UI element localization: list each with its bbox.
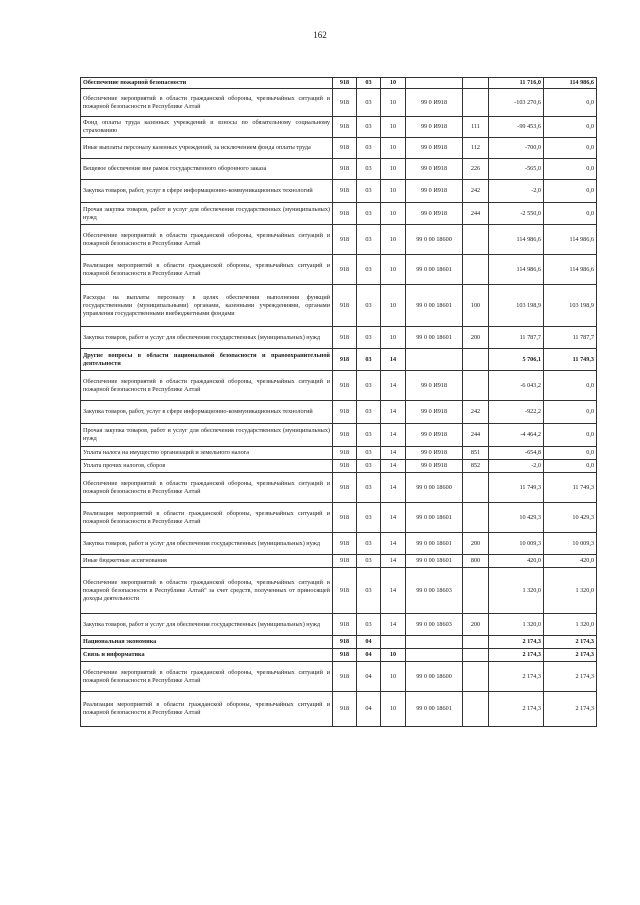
amount-total-cell: 0,0 xyxy=(544,424,597,447)
amount-change-cell: -2,0 xyxy=(489,460,544,473)
expense-type-cell: 200 xyxy=(463,614,489,636)
amount-total-cell: 0,0 xyxy=(544,180,597,203)
table-row xyxy=(81,78,597,89)
subsection-code-cell: 14 xyxy=(381,401,406,424)
subsection-code-cell: 14 xyxy=(381,447,406,460)
target-article-cell: 99 0 00 18601 xyxy=(406,533,463,555)
row-name-cell: Фонд оплаты труда казенных учреждений и взносы по обязательному социальному страхованию xyxy=(81,117,333,138)
row-name-cell: Уплата прочих налогов, сборов xyxy=(81,460,333,473)
amount-total-cell: 1 320,0 xyxy=(544,614,597,636)
subsection-code-cell: 14 xyxy=(381,460,406,473)
amount-total-cell: 114 986,6 xyxy=(544,78,597,89)
amount-change-cell: 11 716,0 xyxy=(489,78,544,89)
target-article-cell: 99 0 00 18603 xyxy=(406,568,463,614)
target-article-cell: 99 0 00 18601 xyxy=(406,327,463,349)
expense-type-cell: 851 xyxy=(463,447,489,460)
row-name-cell: Прочая закупка товаров, работ и услуг для обеспечения государственных (муниципальных) нужд xyxy=(81,203,333,225)
target-article-cell xyxy=(406,349,463,371)
table-row xyxy=(81,662,597,692)
row-name-cell: Связь и информатика xyxy=(81,649,333,662)
subsection-code-cell: 14 xyxy=(381,614,406,636)
subsection-code-cell: 10 xyxy=(381,225,406,255)
row-name-cell: Реализация мероприятий в области гражданской обороны, чрезвычайных ситуаций и пожарной безопасности в Республике Алтай xyxy=(81,692,333,727)
target-article-cell: 99 0 00 18600 xyxy=(406,662,463,692)
subsection-code-cell: 10 xyxy=(381,327,406,349)
table-row xyxy=(81,424,597,447)
amount-change-cell: 1 320,0 xyxy=(489,614,544,636)
expense-type-cell xyxy=(463,503,489,533)
expense-type-cell: 852 xyxy=(463,460,489,473)
target-article-cell xyxy=(406,78,463,89)
subsection-code-cell: 14 xyxy=(381,533,406,555)
row-name-cell: Национальная экономика xyxy=(81,636,333,649)
amount-change-cell: 1 320,0 xyxy=(489,568,544,614)
section-code-cell: 03 xyxy=(357,568,381,614)
admin-code-cell: 918 xyxy=(333,555,357,568)
page-number: 162 xyxy=(313,30,327,40)
admin-code-cell: 918 xyxy=(333,180,357,203)
section-code-cell: 03 xyxy=(357,424,381,447)
subsection-code-cell: 14 xyxy=(381,349,406,371)
amount-change-cell: 420,0 xyxy=(489,555,544,568)
target-article-cell: 99 0 И918 xyxy=(406,117,463,138)
admin-code-cell: 918 xyxy=(333,78,357,89)
admin-code-cell: 918 xyxy=(333,568,357,614)
admin-code-cell: 918 xyxy=(333,533,357,555)
row-name-cell: Иные выплаты персоналу казенных учреждений, за исключением фонда оплаты труда xyxy=(81,138,333,159)
section-code-cell: 03 xyxy=(357,203,381,225)
expense-type-cell: 244 xyxy=(463,424,489,447)
admin-code-cell: 918 xyxy=(333,203,357,225)
amount-total-cell: 11 749,3 xyxy=(544,349,597,371)
expense-type-cell xyxy=(463,89,489,117)
section-code-cell: 03 xyxy=(357,555,381,568)
amount-total-cell: 0,0 xyxy=(544,89,597,117)
row-name-cell: Обеспечение мероприятий в области гражданской обороны, чрезвычайных ситуаций и пожарной безопасности в Республике Алтай" за счет средств, полученных от приносящей доходы деятельности xyxy=(81,568,333,614)
amount-total-cell: 2 174,3 xyxy=(544,636,597,649)
row-name-cell: Обеспечение мероприятий в области гражданской обороны, чрезвычайных ситуаций и пожарной безопасности в Республике Алтай xyxy=(81,89,333,117)
section-code-cell: 03 xyxy=(357,78,381,89)
row-name-cell: Иные бюджетные ассигнования xyxy=(81,555,333,568)
table-row xyxy=(81,555,597,568)
table-row xyxy=(81,649,597,662)
row-name-cell: Уплата налога на имущество организаций и земельного налога xyxy=(81,447,333,460)
admin-code-cell: 918 xyxy=(333,447,357,460)
amount-total-cell: 0,0 xyxy=(544,460,597,473)
table-row xyxy=(81,225,597,255)
amount-total-cell: 11 749,3 xyxy=(544,473,597,503)
expense-type-cell: 226 xyxy=(463,159,489,180)
admin-code-cell: 918 xyxy=(333,285,357,327)
table-row xyxy=(81,447,597,460)
section-code-cell: 03 xyxy=(357,349,381,371)
amount-change-cell: -6 043,2 xyxy=(489,371,544,401)
row-name-cell: Вещевое обеспечение вне рамок государственного оборонного заказа xyxy=(81,159,333,180)
table-row xyxy=(81,180,597,203)
admin-code-cell: 918 xyxy=(333,349,357,371)
admin-code-cell: 918 xyxy=(333,649,357,662)
table-row xyxy=(81,327,597,349)
admin-code-cell: 918 xyxy=(333,636,357,649)
table-row xyxy=(81,159,597,180)
row-name-cell: Реализация мероприятий в области гражданской обороны, чрезвычайных ситуаций и пожарной безопасности в Республике Алтай xyxy=(81,255,333,285)
table-body xyxy=(81,78,597,727)
section-code-cell: 04 xyxy=(357,649,381,662)
table-row xyxy=(81,614,597,636)
admin-code-cell: 918 xyxy=(333,138,357,159)
admin-code-cell: 918 xyxy=(333,327,357,349)
expense-type-cell: 800 xyxy=(463,555,489,568)
expense-type-cell: 200 xyxy=(463,327,489,349)
table-row xyxy=(81,401,597,424)
amount-change-cell: -103 270,6 xyxy=(489,89,544,117)
admin-code-cell: 918 xyxy=(333,255,357,285)
amount-change-cell: 10 429,3 xyxy=(489,503,544,533)
amount-change-cell: -565,0 xyxy=(489,159,544,180)
amount-total-cell: 0,0 xyxy=(544,371,597,401)
admin-code-cell: 918 xyxy=(333,117,357,138)
amount-change-cell: 114 986,6 xyxy=(489,255,544,285)
amount-change-cell: 2 174,3 xyxy=(489,636,544,649)
section-code-cell: 03 xyxy=(357,180,381,203)
amount-change-cell: 11 749,3 xyxy=(489,473,544,503)
subsection-code-cell: 10 xyxy=(381,285,406,327)
table-row xyxy=(81,285,597,327)
expense-type-cell: 200 xyxy=(463,533,489,555)
amount-total-cell: 0,0 xyxy=(544,401,597,424)
amount-total-cell: 10 429,3 xyxy=(544,503,597,533)
table-row xyxy=(81,636,597,649)
subsection-code-cell xyxy=(381,636,406,649)
subsection-code-cell: 14 xyxy=(381,371,406,401)
target-article-cell: 99 0 И918 xyxy=(406,447,463,460)
target-article-cell: 99 0 00 18601 xyxy=(406,503,463,533)
section-code-cell: 03 xyxy=(357,159,381,180)
target-article-cell: 99 0 00 18601 xyxy=(406,255,463,285)
section-code-cell: 04 xyxy=(357,662,381,692)
table-row xyxy=(81,203,597,225)
admin-code-cell: 918 xyxy=(333,692,357,727)
subsection-code-cell: 14 xyxy=(381,424,406,447)
expense-type-cell xyxy=(463,349,489,371)
row-name-cell: Обеспечение мероприятий в области гражданской обороны, чрезвычайных ситуаций и пожарной безопасности в Республике Алтай xyxy=(81,225,333,255)
expense-type-cell: 244 xyxy=(463,203,489,225)
section-code-cell: 03 xyxy=(357,371,381,401)
target-article-cell: 99 0 И918 xyxy=(406,401,463,424)
target-article-cell: 99 0 00 18601 xyxy=(406,692,463,727)
expense-type-cell xyxy=(463,371,489,401)
expense-type-cell: 112 xyxy=(463,138,489,159)
target-article-cell: 99 0 00 18603 xyxy=(406,614,463,636)
amount-total-cell: 420,0 xyxy=(544,555,597,568)
expense-type-cell xyxy=(463,649,489,662)
table-row xyxy=(81,503,597,533)
expense-type-cell xyxy=(463,568,489,614)
amount-total-cell: 2 174,3 xyxy=(544,692,597,727)
amount-total-cell: 114 986,6 xyxy=(544,225,597,255)
amount-change-cell: -654,8 xyxy=(489,447,544,460)
section-code-cell: 03 xyxy=(357,460,381,473)
row-name-cell: Закупка товаров, работ, услуг в сфере информационно-коммуникационных технологий xyxy=(81,180,333,203)
expense-type-cell xyxy=(463,255,489,285)
row-name-cell: Прочая закупка товаров, работ и услуг для обеспечения государственных (муниципальных) нужд xyxy=(81,424,333,447)
table-row xyxy=(81,473,597,503)
subsection-code-cell: 10 xyxy=(381,255,406,285)
row-name-cell: Обеспечение пожарной безопасности xyxy=(81,78,333,89)
section-code-cell: 03 xyxy=(357,225,381,255)
amount-total-cell: 0,0 xyxy=(544,447,597,460)
table-row xyxy=(81,460,597,473)
subsection-code-cell: 10 xyxy=(381,138,406,159)
row-name-cell: Расходы на выплаты персоналу в целях обеспечения выполнения функций государственными (муниципальными) органами, казенными учреждениями, органами управления государственными внебюджетными фондами xyxy=(81,285,333,327)
target-article-cell: 99 0 И918 xyxy=(406,180,463,203)
section-code-cell: 03 xyxy=(357,473,381,503)
amount-total-cell: 0,0 xyxy=(544,138,597,159)
expense-type-cell: 242 xyxy=(463,401,489,424)
admin-code-cell: 918 xyxy=(333,503,357,533)
amount-change-cell: 11 787,7 xyxy=(489,327,544,349)
section-code-cell: 04 xyxy=(357,692,381,727)
admin-code-cell: 918 xyxy=(333,424,357,447)
expense-type-cell: 100 xyxy=(463,285,489,327)
subsection-code-cell: 10 xyxy=(381,117,406,138)
target-article-cell xyxy=(406,649,463,662)
amount-change-cell: -2,0 xyxy=(489,180,544,203)
target-article-cell: 99 0 И918 xyxy=(406,138,463,159)
section-code-cell: 04 xyxy=(357,636,381,649)
subsection-code-cell: 10 xyxy=(381,649,406,662)
amount-change-cell: 10 009,3 xyxy=(489,533,544,555)
amount-total-cell: 11 787,7 xyxy=(544,327,597,349)
section-code-cell: 03 xyxy=(357,117,381,138)
subsection-code-cell: 14 xyxy=(381,503,406,533)
table-row xyxy=(81,349,597,371)
target-article-cell: 99 0 И918 xyxy=(406,424,463,447)
amount-total-cell: 114 986,6 xyxy=(544,255,597,285)
target-article-cell: 99 0 И918 xyxy=(406,159,463,180)
row-name-cell: Закупка товаров, работ и услуг для обеспечения государственных (муниципальных) нужд xyxy=(81,327,333,349)
target-article-cell: 99 0 И918 xyxy=(406,460,463,473)
amount-total-cell: 2 174,3 xyxy=(544,649,597,662)
row-name-cell: Обеспечение мероприятий в области гражданской обороны, чрезвычайных ситуаций и пожарной безопасности в Республике Алтай xyxy=(81,371,333,401)
amount-total-cell: 2 174,3 xyxy=(544,662,597,692)
amount-change-cell: 103 198,9 xyxy=(489,285,544,327)
subsection-code-cell: 14 xyxy=(381,473,406,503)
expense-type-cell xyxy=(463,225,489,255)
admin-code-cell: 918 xyxy=(333,460,357,473)
row-name-cell: Обеспечение мероприятий в области гражданской обороны, чрезвычайных ситуаций и пожарной безопасности в Республике Алтай xyxy=(81,473,333,503)
amount-total-cell: 0,0 xyxy=(544,117,597,138)
subsection-code-cell: 10 xyxy=(381,89,406,117)
amount-change-cell: -99 453,6 xyxy=(489,117,544,138)
table-row xyxy=(81,89,597,117)
row-name-cell: Другие вопросы в области национальной безопасности и правоохранительной деятельности xyxy=(81,349,333,371)
row-name-cell: Закупка товаров, работ и услуг для обеспечения государственных (муниципальных) нужд xyxy=(81,614,333,636)
amount-total-cell: 0,0 xyxy=(544,159,597,180)
section-code-cell: 03 xyxy=(357,614,381,636)
admin-code-cell: 918 xyxy=(333,401,357,424)
budget-table xyxy=(80,77,597,727)
target-article-cell: 99 0 00 18600 xyxy=(406,473,463,503)
subsection-code-cell: 10 xyxy=(381,180,406,203)
amount-change-cell: -4 464,2 xyxy=(489,424,544,447)
amount-total-cell: 10 009,3 xyxy=(544,533,597,555)
amount-change-cell: -2 550,0 xyxy=(489,203,544,225)
expense-type-cell xyxy=(463,78,489,89)
amount-total-cell: 103 198,9 xyxy=(544,285,597,327)
target-article-cell: 99 0 00 18600 xyxy=(406,225,463,255)
expense-type-cell xyxy=(463,692,489,727)
target-article-cell xyxy=(406,636,463,649)
table-row xyxy=(81,117,597,138)
section-code-cell: 03 xyxy=(357,285,381,327)
expense-type-cell: 242 xyxy=(463,180,489,203)
table-row xyxy=(81,138,597,159)
target-article-cell: 99 0 00 18601 xyxy=(406,285,463,327)
expense-type-cell xyxy=(463,662,489,692)
subsection-code-cell: 10 xyxy=(381,159,406,180)
target-article-cell: 99 0 00 18601 xyxy=(406,555,463,568)
target-article-cell: 99 0 И918 xyxy=(406,371,463,401)
amount-total-cell: 1 320,0 xyxy=(544,568,597,614)
admin-code-cell: 918 xyxy=(333,225,357,255)
table-row xyxy=(81,692,597,727)
amount-change-cell: -922,2 xyxy=(489,401,544,424)
row-name-cell: Закупка товаров, работ, услуг в сфере информационно-коммуникационных технологий xyxy=(81,401,333,424)
section-code-cell: 03 xyxy=(357,327,381,349)
section-code-cell: 03 xyxy=(357,533,381,555)
section-code-cell: 03 xyxy=(357,503,381,533)
subsection-code-cell: 14 xyxy=(381,555,406,568)
section-code-cell: 03 xyxy=(357,89,381,117)
amount-change-cell: -700,0 xyxy=(489,138,544,159)
amount-total-cell: 0,0 xyxy=(544,203,597,225)
section-code-cell: 03 xyxy=(357,138,381,159)
admin-code-cell: 918 xyxy=(333,371,357,401)
admin-code-cell: 918 xyxy=(333,159,357,180)
row-name-cell: Закупка товаров, работ и услуг для обеспечения государственных (муниципальных) нужд xyxy=(81,533,333,555)
target-article-cell: 99 0 И918 xyxy=(406,89,463,117)
row-name-cell: Обеспечение мероприятий в области гражданской обороны, чрезвычайных ситуаций и пожарной безопасности в Республике Алтай xyxy=(81,662,333,692)
table-row xyxy=(81,568,597,614)
amount-change-cell: 2 174,3 xyxy=(489,692,544,727)
subsection-code-cell: 14 xyxy=(381,568,406,614)
table-row xyxy=(81,255,597,285)
subsection-code-cell: 10 xyxy=(381,78,406,89)
admin-code-cell: 918 xyxy=(333,89,357,117)
amount-change-cell: 2 174,3 xyxy=(489,662,544,692)
row-name-cell: Реализация мероприятий в области гражданской обороны, чрезвычайных ситуаций и пожарной безопасности в Республике Алтай xyxy=(81,503,333,533)
table-row xyxy=(81,371,597,401)
admin-code-cell: 918 xyxy=(333,473,357,503)
amount-change-cell: 2 174,3 xyxy=(489,649,544,662)
admin-code-cell: 918 xyxy=(333,662,357,692)
subsection-code-cell: 10 xyxy=(381,692,406,727)
section-code-cell: 03 xyxy=(357,401,381,424)
expense-type-cell: 111 xyxy=(463,117,489,138)
amount-change-cell: 114 986,6 xyxy=(489,225,544,255)
section-code-cell: 03 xyxy=(357,447,381,460)
amount-change-cell: 5 706,1 xyxy=(489,349,544,371)
admin-code-cell: 918 xyxy=(333,614,357,636)
subsection-code-cell: 10 xyxy=(381,662,406,692)
target-article-cell: 99 0 И918 xyxy=(406,203,463,225)
expense-type-cell xyxy=(463,636,489,649)
section-code-cell: 03 xyxy=(357,255,381,285)
table-row xyxy=(81,533,597,555)
expense-type-cell xyxy=(463,473,489,503)
subsection-code-cell: 10 xyxy=(381,203,406,225)
